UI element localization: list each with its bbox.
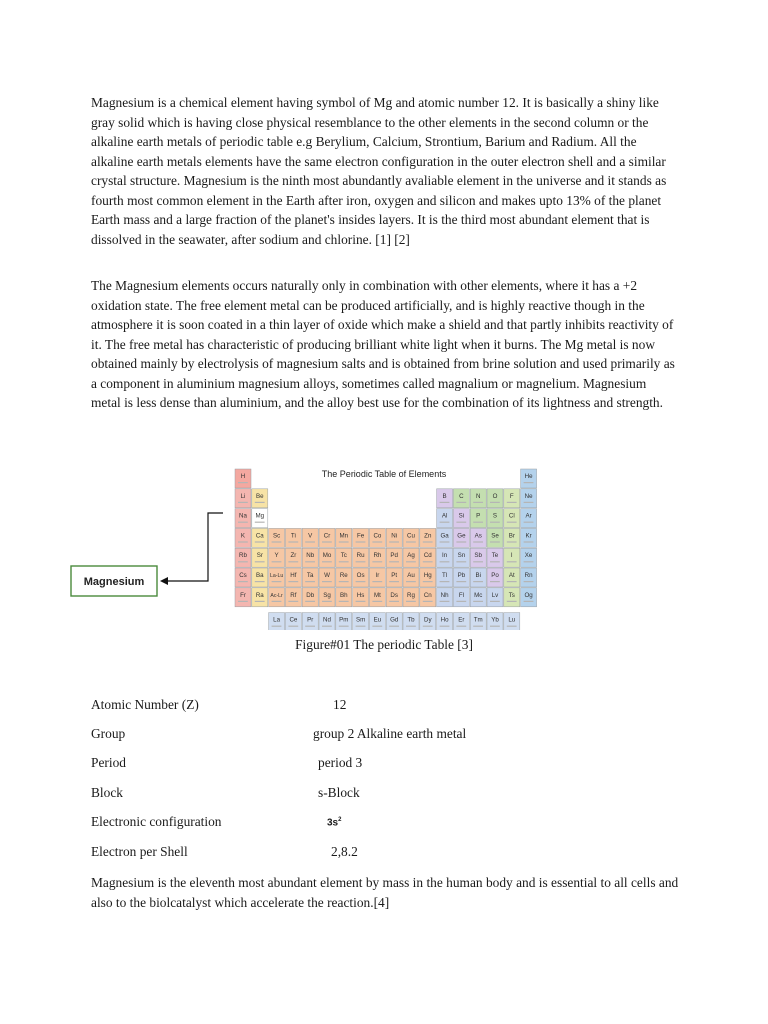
svg-text:Rn: Rn <box>524 572 533 579</box>
svg-text:Er: Er <box>458 616 465 624</box>
svg-text:K: K <box>240 532 246 540</box>
svg-text:As: As <box>474 532 482 540</box>
svg-text:Yb: Yb <box>491 616 499 624</box>
element-cell-pt <box>386 568 402 587</box>
svg-text:Hf: Hf <box>290 572 297 579</box>
svg-text:Co: Co <box>373 532 382 540</box>
svg-text:Ir: Ir <box>375 572 380 579</box>
svg-text:Ba: Ba <box>256 572 264 579</box>
element-cell-hs <box>353 588 369 607</box>
element-cell-tb <box>403 613 419 630</box>
element-cell-v <box>302 528 318 547</box>
svg-text:V: V <box>308 532 313 540</box>
element-cell-sg <box>319 588 335 607</box>
svg-text:Tb: Tb <box>407 616 415 624</box>
svg-text:Cs: Cs <box>239 572 247 579</box>
svg-text:Si: Si <box>458 512 465 520</box>
svg-text:Sg: Sg <box>323 591 331 599</box>
svg-text:Eu: Eu <box>373 616 382 624</box>
paragraph-human-body: Magnesium is the eleventh most abundant element by mass in the human body and is essential to all cells and also to the biolcatalyst which accelerate the reaction.[4] <box>91 875 679 910</box>
element-cell-y <box>269 548 285 567</box>
svg-text:Sn: Sn <box>457 552 466 560</box>
svg-text:Nh: Nh <box>440 591 449 599</box>
property-value: $3s^2$ <box>327 817 342 829</box>
svg-text:Pd: Pd <box>390 552 398 560</box>
property-value: 2,8.2 <box>331 844 358 859</box>
element-cell-zr <box>285 548 301 567</box>
element-cell-cs <box>235 568 251 587</box>
element-cell-ir <box>369 568 385 587</box>
element-cell-re <box>336 568 352 587</box>
element-cell-si <box>453 509 469 528</box>
element-cell-nd <box>319 613 335 630</box>
element-cell-se <box>487 528 503 547</box>
svg-text:Au: Au <box>407 572 415 579</box>
svg-text:Rf: Rf <box>290 591 297 599</box>
element-cell-cd <box>420 548 436 567</box>
element-cell-tm <box>470 613 486 630</box>
property-label: Period <box>91 755 126 770</box>
svg-text:Ca: Ca <box>255 532 264 540</box>
svg-text:Ge: Ge <box>457 532 466 540</box>
paragraph-occurrence: The Magnesium elements occurs naturally only in combination with other elements, where it has a +2 oxidation state. The free element metal can be produced artificially, and is highly reactive though in the atmosphere it is soon coated in a thin layer of oxide which make a shield and that partly inhibits reactivity of it. The free metal has characteristic of producing brilliant white light when it burns. The Mg metal is now obtained mainly by electrolysis of magnesium salts and is obtained from brine solution and used primarily as a component in aluminium magnesium alloys, sometimes called magnalium or magnelium. Magnesium metal is less dense than aluminium, and the alloy best use for the combination of its lightness and strength. <box>91 278 675 410</box>
element-cell-rf <box>285 588 301 607</box>
paragraph-intro: Magnesium is a chemical element having symbol of Mg and atomic number 12. It is basically a shiny like gray solid which is having close physical resemblance to the other elements in the second column or the alkaline earth metals of periodic table e.g Berylium, Calcium, Strontium, Barium and Radium. All the alkaline earth metals elements have the same electron configuration in the outer electron shell and a similar crystal structure. Magnesium is the ninth most abundantly avaliable element in the universe and it stands as fourth most common element in the Earth after iron, oxygen and silicon and makes upto 13% of the planet Earth mass and a large fraction of the planet's insides layers. It is the third most abundant element that is dissolved in the seawater, after sodium and chlorine. [1] [2] <box>91 95 667 247</box>
svg-text:Nb: Nb <box>306 552 315 560</box>
svg-text:Zn: Zn <box>424 532 432 540</box>
svg-text:Ac-Lr: Ac-Lr <box>270 592 283 599</box>
element-cell-sb <box>470 548 486 567</box>
svg-text:Ho: Ho <box>440 616 449 624</box>
element-cell-ce <box>285 613 301 630</box>
svg-text:Sr: Sr <box>256 552 263 560</box>
svg-text:Os: Os <box>356 572 365 579</box>
element-cell-ar <box>521 509 537 528</box>
svg-text:Ds: Ds <box>390 591 398 599</box>
element-cell-nh <box>437 588 453 607</box>
element-cell-db <box>302 588 318 607</box>
element-cell-ta <box>302 568 318 587</box>
element-cell-og <box>521 588 537 607</box>
element-cell-p <box>470 509 486 528</box>
svg-text:Ts: Ts <box>508 591 515 599</box>
svg-text:Po: Po <box>491 572 499 579</box>
property-row-atomic-number <box>91 697 691 717</box>
svg-text:Bi: Bi <box>475 572 481 579</box>
element-cell-mg <box>252 509 268 528</box>
svg-text:Rh: Rh <box>373 552 382 560</box>
svg-text:Fe: Fe <box>356 532 365 540</box>
element-cell-he <box>521 469 537 488</box>
svg-text:Hg: Hg <box>423 572 432 579</box>
element-cell-au <box>403 568 419 587</box>
element-cell-ru <box>353 548 369 567</box>
svg-text:Na: Na <box>239 512 247 520</box>
element-cell-ds <box>386 588 402 607</box>
svg-text:He: He <box>524 473 533 480</box>
element-cell-fr <box>235 588 251 607</box>
element-cell-rn <box>521 568 537 587</box>
property-row-electron-per-shell <box>91 844 691 864</box>
element-cell-rh <box>369 548 385 567</box>
callout-arrowhead-icon <box>160 577 168 585</box>
element-cell-ga <box>437 528 453 547</box>
svg-text:Zr: Zr <box>290 552 297 560</box>
element-cell-dy <box>420 613 436 630</box>
element-cell-lu <box>504 613 520 630</box>
svg-text:Tl: Tl <box>442 572 448 579</box>
svg-text:Sc: Sc <box>272 532 281 540</box>
property-label: Electron per Shell <box>91 844 188 859</box>
svg-text:B: B <box>442 492 447 500</box>
svg-text:Pm: Pm <box>339 616 349 624</box>
element-cell-sr <box>252 548 268 567</box>
superscript: 2 <box>338 817 342 823</box>
svg-text:Sm: Sm <box>355 616 366 624</box>
svg-text:Mc: Mc <box>474 591 483 599</box>
element-cell-os <box>353 568 369 587</box>
svg-text:Mg: Mg <box>255 512 265 520</box>
property-label: Block <box>91 785 123 800</box>
svg-text:Bh: Bh <box>340 591 348 599</box>
element-cell-hf <box>285 568 301 587</box>
property-label: Group <box>91 726 126 741</box>
svg-text:Ne: Ne <box>524 492 533 500</box>
svg-text:Dy: Dy <box>424 616 432 624</box>
svg-text:C: C <box>459 492 464 500</box>
svg-text:Nd: Nd <box>323 616 331 624</box>
element-cell-ba <box>252 568 268 587</box>
svg-text:Ni: Ni <box>391 532 398 540</box>
svg-text:Cn: Cn <box>423 591 432 599</box>
svg-text:S: S <box>492 512 498 520</box>
element-cell-pm <box>336 613 352 630</box>
element-cell-cu <box>403 528 419 547</box>
element-cell-la <box>269 613 285 630</box>
element-cell-pb <box>453 568 469 587</box>
svg-text:Ru: Ru <box>356 552 365 560</box>
svg-text:Rg: Rg <box>407 591 415 599</box>
element-cell-cl <box>504 509 520 528</box>
svg-text:Br: Br <box>508 532 515 540</box>
svg-text:Ta: Ta <box>306 572 314 579</box>
element-cell-cr <box>319 528 335 547</box>
svg-text:Fr: Fr <box>240 591 246 599</box>
svg-text:Cd: Cd <box>423 552 432 560</box>
element-cell-bi <box>470 568 486 587</box>
element-cell-gd <box>386 613 402 630</box>
svg-text:Te: Te <box>491 552 499 560</box>
element-cell-kr <box>521 528 537 547</box>
svg-text:Sb: Sb <box>474 552 482 560</box>
svg-text:Tc: Tc <box>340 552 347 560</box>
element-cell-sm <box>353 613 369 630</box>
svg-text:Gd: Gd <box>390 616 399 624</box>
svg-text:Ti: Ti <box>290 532 296 540</box>
element-cell-zn <box>420 528 436 547</box>
svg-text:Y: Y <box>274 552 279 560</box>
element-cell-tl <box>437 568 453 587</box>
element-cell-al <box>437 509 453 528</box>
periodic-table-svg <box>68 465 538 630</box>
element-cell-sn <box>453 548 469 567</box>
element-cell-ts <box>504 588 520 607</box>
element-cell-sc <box>269 528 285 547</box>
element-cell-mt <box>369 588 385 607</box>
element-cell-pr <box>302 613 318 630</box>
element-cell-ag <box>403 548 419 567</box>
svg-text:P: P <box>476 512 481 520</box>
element-cell-hg <box>420 568 436 587</box>
element-cell-te <box>487 548 503 567</box>
element-cell-po <box>487 568 503 587</box>
property-value: 12 <box>333 697 347 712</box>
svg-text:Pt: Pt <box>391 572 398 579</box>
element-cell-ge <box>453 528 469 547</box>
element-cell-ni <box>386 528 402 547</box>
svg-text:Ga: Ga <box>440 532 449 540</box>
element-cell-nb <box>302 548 318 567</box>
svg-text:Fl: Fl <box>458 591 464 599</box>
element-cell-na <box>235 509 251 528</box>
property-value: period 3 <box>318 755 363 770</box>
element-cell-k <box>235 528 251 547</box>
element-cell-fl <box>453 588 469 607</box>
element-cell-pd <box>386 548 402 567</box>
callout-label: Magnesium <box>83 576 145 588</box>
svg-text:Xe: Xe <box>524 552 533 560</box>
element-cell-li <box>235 489 251 508</box>
element-cell-er <box>453 613 469 630</box>
property-value: s-Block <box>318 785 360 800</box>
element-cell-lv <box>487 588 503 607</box>
element-cell-ca <box>252 528 268 547</box>
svg-text:Mt: Mt <box>373 591 381 599</box>
element-cell-in <box>437 548 453 567</box>
element-cell-rg <box>403 588 419 607</box>
element-cell-ne <box>521 489 537 508</box>
element-cell-rb <box>235 548 251 567</box>
svg-text:La: La <box>273 616 281 624</box>
property-label: Atomic Number (Z) <box>91 697 199 712</box>
element-cell-mo <box>319 548 335 567</box>
element-cell-ho <box>437 613 453 630</box>
element-cell-eu <box>369 613 385 630</box>
svg-text:Cu: Cu <box>407 532 415 540</box>
figure-caption: Figure#01 The periodic Table [3] <box>295 637 473 652</box>
element-cell-o <box>487 489 503 508</box>
svg-text:F: F <box>509 492 514 500</box>
element-cell-fe <box>353 528 369 547</box>
svg-text:O: O <box>492 492 498 500</box>
svg-text:Rb: Rb <box>239 552 247 560</box>
svg-text:Ra: Ra <box>255 591 264 599</box>
element-cell-h <box>235 469 251 488</box>
svg-text:Re: Re <box>339 572 348 579</box>
svg-text:Cl: Cl <box>508 512 515 520</box>
element-cell-ac-lr <box>269 588 285 607</box>
svg-text:Mn: Mn <box>339 532 349 540</box>
svg-text:Ce: Ce <box>289 616 298 624</box>
element-cell-ti <box>285 528 301 547</box>
element-cell-f <box>504 489 520 508</box>
element-cell-c <box>453 489 469 508</box>
element-cell-at <box>504 568 520 587</box>
element-cell-s <box>487 509 503 528</box>
element-cell-br <box>504 528 520 547</box>
element-cell-be <box>252 489 268 508</box>
property-row-group <box>91 726 691 746</box>
svg-text:Cr: Cr <box>323 532 331 540</box>
svg-text:Og: Og <box>524 591 533 599</box>
property-row-electronic-configuration <box>91 814 691 834</box>
svg-text:Lv: Lv <box>491 591 499 599</box>
element-cell-yb <box>487 613 503 630</box>
element-cell-xe <box>521 548 537 567</box>
element-cell-bh <box>336 588 352 607</box>
element-cell-mn <box>336 528 352 547</box>
element-cell-b <box>437 489 453 508</box>
property-row-period <box>91 755 691 775</box>
svg-text:Kr: Kr <box>525 532 532 540</box>
svg-text:I: I <box>510 552 513 560</box>
svg-text:La-Lu: La-Lu <box>269 573 284 579</box>
svg-text:Li: Li <box>240 492 246 500</box>
element-cell-tc <box>336 548 352 567</box>
svg-text:Mo: Mo <box>322 552 332 560</box>
svg-text:Be: Be <box>256 492 264 500</box>
svg-text:Hs: Hs <box>356 591 365 599</box>
svg-text:Pb: Pb <box>457 572 466 579</box>
svg-text:Ar: Ar <box>525 512 532 520</box>
property-value: group 2 Alkaline earth metal <box>313 726 467 741</box>
element-cell-n <box>470 489 486 508</box>
svg-text:At: At <box>508 572 515 579</box>
svg-text:N: N <box>475 492 481 500</box>
property-row-block <box>91 785 691 805</box>
element-cell-co <box>369 528 385 547</box>
svg-text:Ag: Ag <box>407 552 415 560</box>
svg-text:In: In <box>442 552 448 560</box>
svg-text:Lu: Lu <box>508 616 516 624</box>
element-cell-w <box>319 568 335 587</box>
svg-text:Pr: Pr <box>307 616 314 624</box>
property-label: Electronic configuration <box>91 814 222 829</box>
svg-text:Tm: Tm <box>473 616 483 624</box>
callout-connector <box>163 513 223 581</box>
element-cell-cn <box>420 588 436 607</box>
svg-text:Se: Se <box>491 532 499 540</box>
periodic-table-title: The Periodic Table of Elements <box>321 469 447 479</box>
element-cell-mc <box>470 588 486 607</box>
element-cell-la-lu <box>269 568 285 587</box>
svg-text:Al: Al <box>441 512 448 520</box>
svg-text:Db: Db <box>306 591 315 599</box>
periodic-table-figure <box>68 465 538 630</box>
element-cell-i <box>504 548 520 567</box>
element-cell-as <box>470 528 486 547</box>
svg-text:H: H <box>240 473 246 480</box>
element-cell-ra <box>252 588 268 607</box>
svg-text:W: W <box>324 572 330 579</box>
